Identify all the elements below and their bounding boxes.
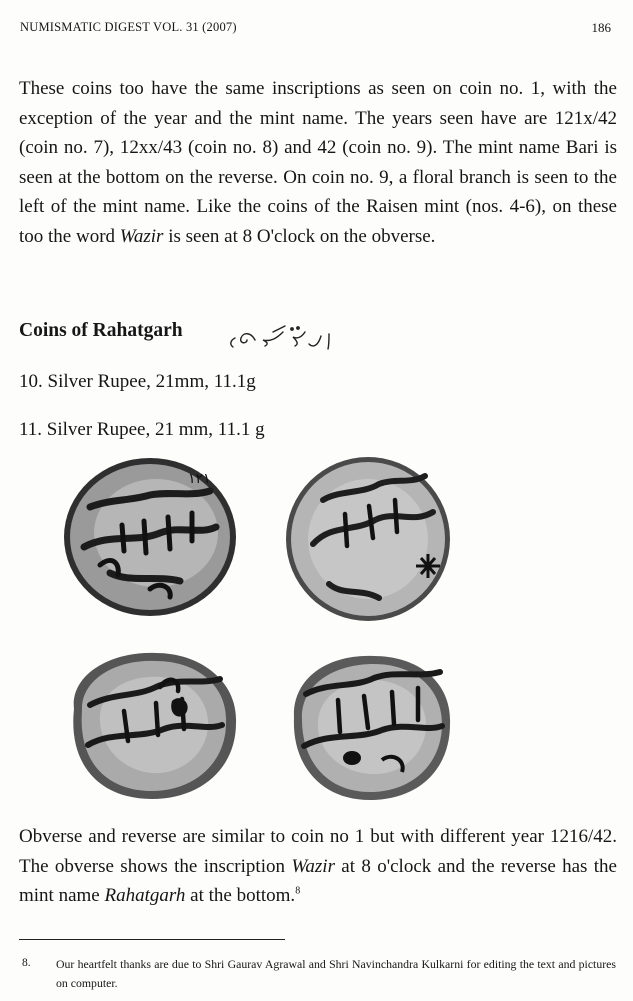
section-heading: Coins of Rahatgarh (19, 320, 183, 341)
wazir-term: Wazir (119, 225, 164, 247)
footnote-text: Our heartfelt thanks are due to Shri Gaurav Agrawal and Shri Navinchandra Kulkarni for editing the text and pictures on computer. (56, 957, 616, 990)
coin-11-label: 11. Silver Rupee, 21 mm, 11.1 g (19, 419, 265, 440)
footnote-reference[interactable]: 8 (295, 885, 301, 897)
coin-11-obverse-image (60, 645, 245, 805)
rahatgarh-term: Rahatgarh (104, 885, 186, 907)
coin-10-obverse-image (60, 455, 240, 620)
coin-10-reverse-image (283, 454, 453, 624)
coin-10-label: 10. Silver Rupee, 21mm, 11.1g (19, 371, 256, 392)
footnote-divider (19, 939, 285, 940)
intro-paragraph: These coins too have the same inscriptions as seen on coin no. 1, with the exception of the year and the mint name. The years seen have are 121x/42 (coin no. 7), 12xx/43 (coin no. 8) and 42 (coin no. 9). The mint name Bari is seen at the bottom on the reverse. On coin no. 9, a floral branch is seen to the left of the mint name. Like the coins of the Raisen mint (nos. 4-6), on these too the word Wazir is seen at 8 O'clock on the obverse. (19, 78, 617, 247)
page-number: 186 (591, 20, 611, 35)
wazir-term: Wazir (291, 855, 335, 877)
urdu-title-handwriting (225, 318, 337, 354)
closing-paragraph: Obverse and reverse are similar to coin no 1 but with different year 1216/42. The obverse shows the inscription Wazir at 8 o'clock and the reverse has the mint name Rahatgarh at the bottom.$^8$ (19, 826, 617, 907)
journal-title: NUMISMATIC DIGEST VOL. 31 (2007) (20, 20, 237, 34)
coin-11-reverse-image (282, 648, 460, 808)
footnote-number: 8. (22, 957, 31, 969)
svg-text:١٢١: ١٢١ (188, 471, 211, 487)
running-header (20, 20, 611, 40)
